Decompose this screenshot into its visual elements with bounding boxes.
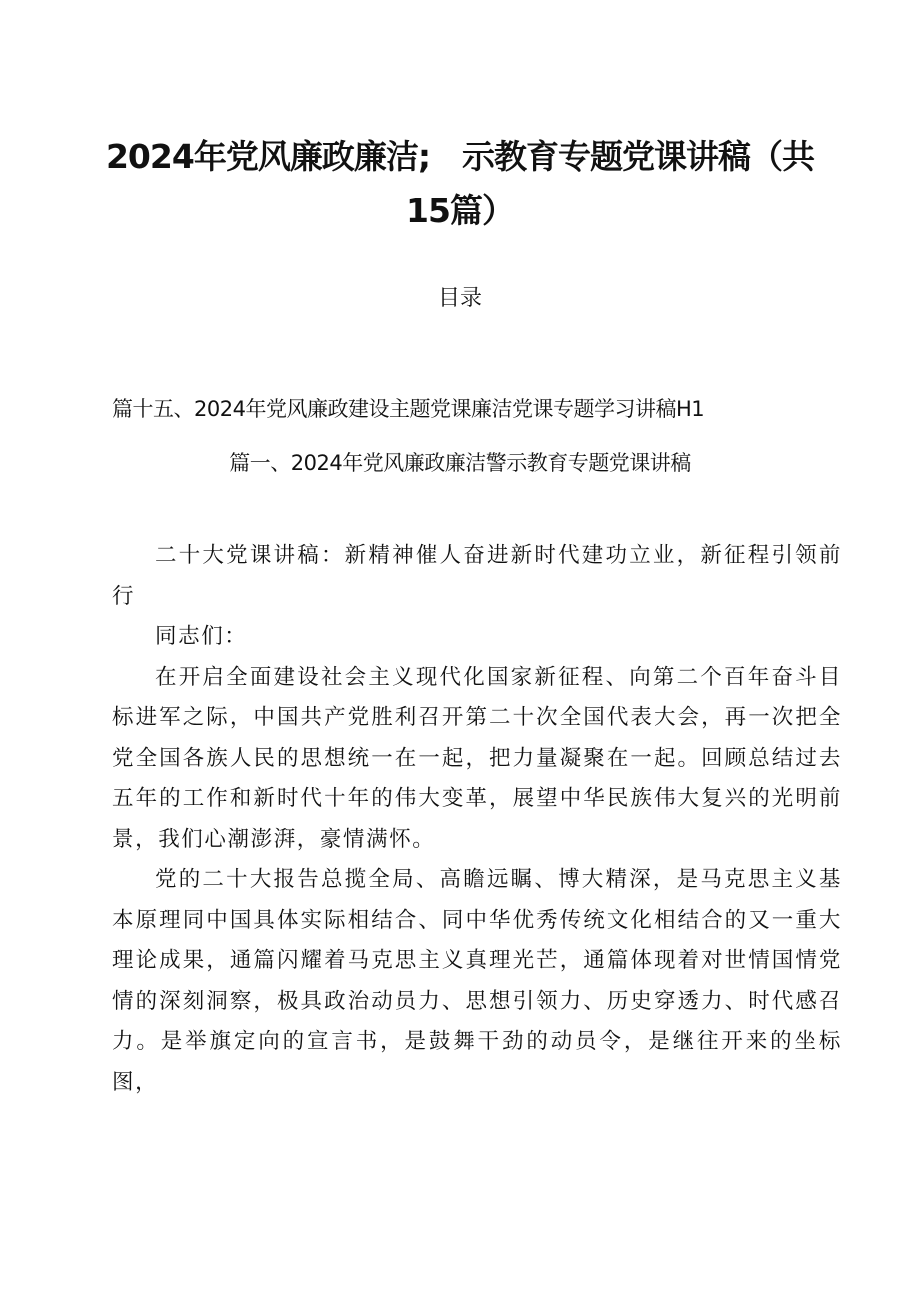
toc-entry-15: 篇十五、2024年党风廉政建设主题党课廉洁党课专题学习讲稿H1 xyxy=(112,397,705,421)
paragraph-salutation: 同志们： xyxy=(155,624,248,649)
paragraph-subtitle: 二十大党课讲稿：新精神催人奋进新时代建功立业，新征程引领前行 xyxy=(112,543,842,609)
paragraph-2: 党的二十大报告总揽全局、高瞻远瞩、博大精深，是马克思主义基本原理同中国具体实际相结合、同中华优秀传统文化相结合的又一重大理论成果，通篇闪耀着马克思主义真理光芒，通篇体现着对世情国情党情的深刻洞察，极具政治动员力、思想引领力、历史穿透力、时代感召力。是举旗定向的宣言书，是鼓舞干劲的动员令，是继往开来的坐标图， xyxy=(112,867,842,1095)
toc-entry-1: 篇一、2024年党风廉政廉洁警示教育专题党课讲稿 xyxy=(229,451,691,475)
paragraph-1: 在开启全面建设社会主义现代化国家新征程、向第二个百年奋斗目标进军之际，中国共产党胜利召开第二十次全国代表大会，再一次把全党全国各族人民的思想统一在一起，把力量凝聚在一起。回顾总结过去五年的工作和新时代十年的伟大变革，展望中华民族伟大复兴的光明前景，我们心潮澎湃，豪情满怀。 xyxy=(112,664,842,852)
body-text xyxy=(112,536,842,1103)
document-title-line-2: 15篇） xyxy=(406,191,514,230)
toc-heading: 目录 xyxy=(437,286,482,311)
document-title-line-1: 2024年党风廉政廉洁; 示教育专题党课讲稿（共 xyxy=(105,137,815,176)
